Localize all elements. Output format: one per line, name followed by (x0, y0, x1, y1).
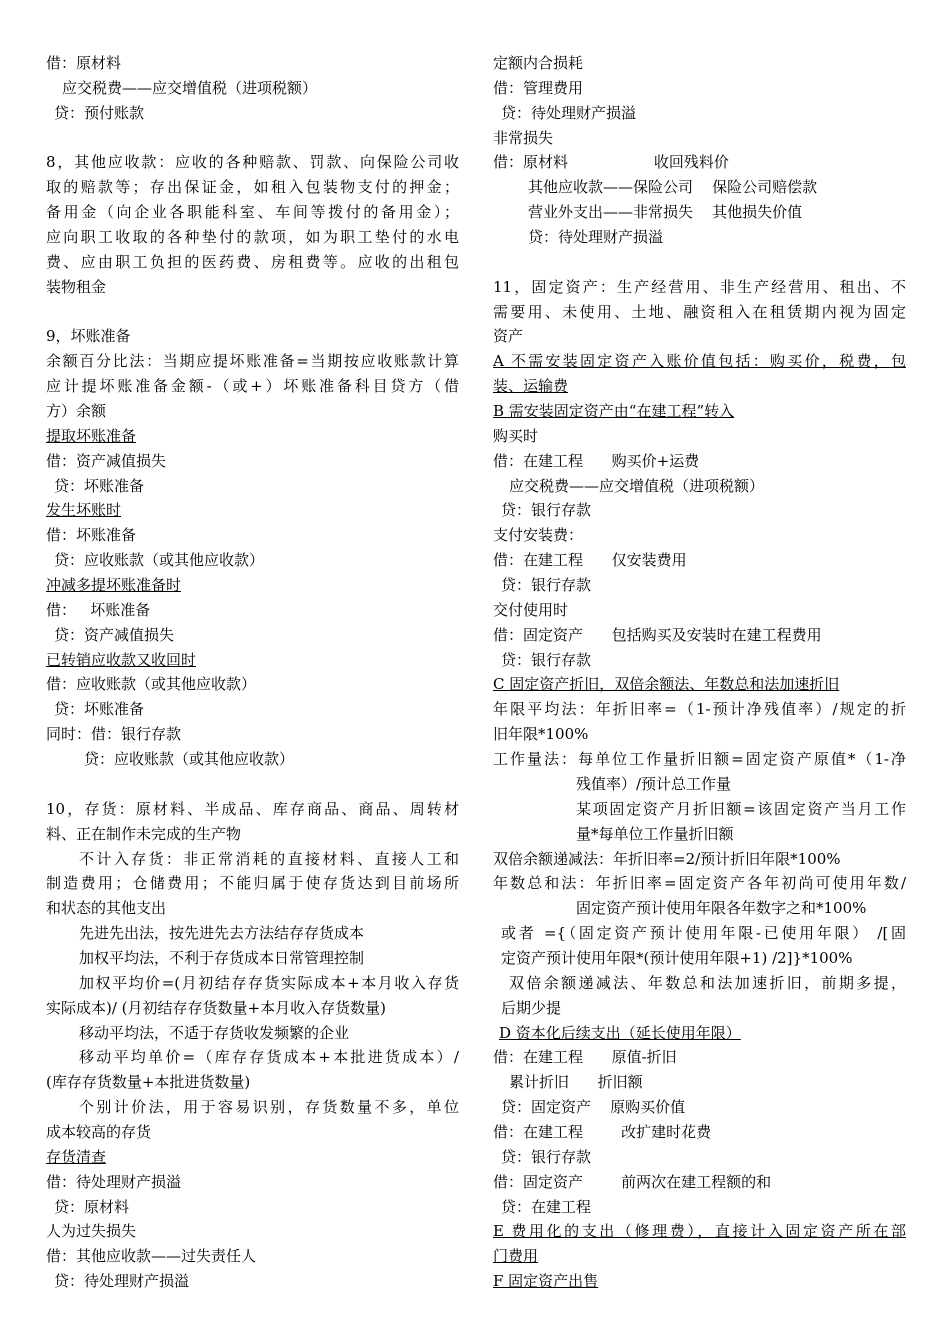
right-text-line (493, 797, 906, 822)
left-text-line (46, 200, 459, 225)
right-line-text: E 费用化的支出（修理费），直接计入固定资产所在部 (493, 1222, 906, 1241)
right-line-text: B 需安装固定资产由“在建工程”转入 (493, 402, 735, 421)
right-text-line (493, 822, 906, 847)
left-line-text: 加权平均法，不利于存货成本日常管理控制 (79, 948, 365, 967)
left-text-line (46, 996, 459, 1021)
right-text-line (493, 498, 906, 523)
right-line-text: 其他应收款——保险公司 保险公司赔偿款 (528, 178, 818, 197)
left-line-text: 贷：原材料 (54, 1197, 130, 1216)
left-text-line (46, 747, 459, 772)
right-line-text: 旧年限*100% (493, 725, 589, 744)
right-text-line (493, 1095, 906, 1120)
right-line-text: 双倍余额递减法、年数总和法加速折旧，前期多提， (509, 973, 906, 992)
right-text-line (493, 523, 906, 548)
right-text-line (493, 1170, 906, 1195)
left-text-line (46, 1219, 459, 1244)
right-line-text: 贷：银行存款 (501, 650, 592, 669)
left-line-text: 实际成本)/ (月初结存存货数量+本月收入存货数量) (46, 998, 386, 1017)
left-text-line (46, 1021, 459, 1046)
left-text-line (46, 722, 459, 747)
left-text-line (46, 896, 459, 921)
left-line-text: 加权平均价=(月初结存存货实际成本+本月收入存货 (79, 973, 459, 992)
left-line-text: 10，存货：原材料、半成品、库存商品、商品、周转材 (46, 799, 459, 818)
right-text-line (493, 101, 906, 126)
left-text-line (46, 1269, 459, 1294)
right-text-line (493, 1145, 906, 1170)
left-text-line (46, 275, 459, 300)
left-line-text: 不计入存货：非正常消耗的直接材料、直接人工和 (79, 849, 459, 868)
right-line-text: 年限平均法：年折旧率=（1-预计净残值率）/规定的折 (493, 700, 906, 719)
right-line-text: 11，固定资产：生产经营用、非生产经营用、租出、不 (493, 277, 906, 296)
right-text-line (493, 1045, 906, 1070)
left-line-text: 应交税费——应交增值税（进项税额） (62, 78, 318, 97)
left-line-text: 存货清查 (46, 1147, 107, 1166)
left-text-line (46, 648, 459, 673)
left-text-line (46, 623, 459, 648)
right-text-line (493, 896, 906, 921)
right-line-text: 贷：银行存款 (501, 576, 592, 595)
left-text-line (46, 349, 459, 374)
right-line-text: 贷：银行存款 (501, 1147, 592, 1166)
right-line-text: 应交税费——应交增值税（进项税额） (509, 476, 765, 495)
right-text-line (493, 474, 906, 499)
right-line-text: 贷：在建工程 (501, 1197, 592, 1216)
left-text-line (46, 1195, 459, 1220)
left-line-text: 借：其他应收款——过失责任人 (46, 1247, 257, 1266)
right-line-text: 需要用、未使用、土地、融资租入在租赁期内视为固定 (493, 302, 906, 321)
left-line-text: 费、应由职工负担的医药费、房租费等。应收的出租包 (46, 252, 459, 271)
right-text-line (493, 971, 906, 996)
left-text-line (46, 1170, 459, 1195)
right-text-line (493, 946, 906, 971)
right-text-line (493, 722, 906, 747)
right-text-line (493, 324, 906, 349)
left-line-text: 贷：应收账款（或其他应收款） (54, 551, 265, 570)
left-line-text: 发生坏账时 (46, 501, 122, 520)
right-text-line (493, 996, 906, 1021)
left-text-line (46, 772, 459, 797)
left-line-text: 制造费用；仓储费用；不能归属于使存货达到目前场所 (46, 874, 459, 893)
left-line-text: 冲减多提坏账准备时 (46, 576, 182, 595)
left-text-line (46, 971, 459, 996)
left-line-text: 备用金（向企业各职能科室、车间等拨付的备用金）； (46, 203, 459, 222)
left-line-text: 借：应收账款（或其他应收款） (46, 675, 257, 694)
left-text-line (46, 449, 459, 474)
right-line-text: D 资本化后续支出（延长使用年限） (499, 1023, 741, 1042)
left-line-text: 应计提坏账准备金额-（或+）坏账准备科目贷方（借 (46, 377, 459, 396)
left-text-line (46, 1145, 459, 1170)
right-text-line (493, 1021, 906, 1046)
left-line-text: (库存存货数量+本批进货数量) (46, 1073, 251, 1092)
left-text-line (46, 921, 459, 946)
right-text-line (493, 1269, 906, 1294)
right-text-line (493, 150, 906, 175)
left-line-text: 贷：预付账款 (54, 103, 145, 122)
right-text-line (493, 648, 906, 673)
right-text-line (493, 623, 906, 648)
left-text-line (46, 598, 459, 623)
left-text-line (46, 797, 459, 822)
right-text-line (493, 300, 906, 325)
left-line-text: 已转销应收款又收回时 (46, 650, 197, 669)
left-text-line (46, 1244, 459, 1269)
right-line-text: 借：固定资产 前两次在建工程额的和 (493, 1172, 772, 1191)
right-text-line (493, 374, 906, 399)
left-line-text: 移动平均单价=（库存存货成本+本批进货成本）/ (79, 1048, 459, 1067)
left-text-line (46, 225, 459, 250)
left-text-line (46, 175, 459, 200)
left-text-line (46, 250, 459, 275)
left-line-text: 应向职工收取的各种垫付的款项，如为职工垫付的水电 (46, 228, 459, 247)
left-text-line (46, 1045, 459, 1070)
left-line-text: 借： 坏账准备 (46, 600, 151, 619)
right-line-text: 支付安装费： (493, 526, 584, 545)
right-line-text: 定额内合损耗 (493, 54, 584, 72)
left-text-line (46, 324, 459, 349)
right-text-line (493, 1244, 906, 1269)
left-text-line (46, 697, 459, 722)
right-text-line (493, 225, 906, 250)
right-line-text: 后期少提 (501, 998, 562, 1017)
right-line-text: 量*每单位工作量折旧额 (576, 824, 734, 843)
left-line-text: 成本较高的存货 (46, 1122, 152, 1141)
left-text-line (46, 498, 459, 523)
left-text-line (46, 847, 459, 872)
right-line-text: 借：固定资产 包括购买及安装时在建工程费用 (493, 625, 822, 644)
left-line-text: 9，坏账准备 (46, 327, 131, 346)
left-text-line (46, 101, 459, 126)
right-line-text: 购买时 (493, 426, 539, 445)
left-line-text: 料、正在制作未完成的生产物 (46, 824, 242, 843)
right-line-text: F 固定资产出售 (493, 1272, 599, 1291)
left-text-line (46, 424, 459, 449)
right-text-line (493, 449, 906, 474)
right-line-text: 累计折旧 折旧额 (509, 1073, 643, 1092)
left-line-text: 余额百分比法：当期应提坏账准备=当期按应收账款计算 (46, 352, 459, 371)
right-line-text: 贷：待处理财产损溢 (528, 228, 664, 247)
left-text-line (46, 474, 459, 499)
left-line-text: 借：坏账准备 (46, 526, 137, 545)
left-text-line (46, 150, 459, 175)
right-line-text: 借：在建工程 改扩建时花费 (493, 1122, 712, 1141)
right-text-line (493, 175, 906, 200)
right-line-text: 工作量法：每单位工作量折旧额=固定资产原值*（1-净 (493, 750, 906, 769)
right-text-line (493, 1219, 906, 1244)
right-line-text: 借：在建工程 仅安装费用 (493, 551, 687, 570)
right-text-line (493, 399, 906, 424)
left-line-text: 贷：坏账准备 (54, 476, 145, 495)
left-text-line (46, 51, 459, 76)
left-line-text: 贷：待处理财产损溢 (54, 1272, 190, 1291)
right-text-line (493, 1195, 906, 1220)
right-line-text: 装、运输费 (493, 377, 569, 396)
right-line-text: 非常损失 (493, 128, 554, 147)
left-line-text: 先进先出法，按先进先去方法结存存货成本 (79, 924, 365, 943)
right-text-line (493, 1070, 906, 1095)
right-line-text: 借：原材料 收回残料价 (493, 153, 729, 172)
left-line-text: 借：原材料 (46, 54, 122, 72)
right-line-text: 营业外支出——非常损失 其他损失价值 (528, 203, 803, 222)
left-line-text: 贷：应收账款（或其他应收款） (84, 750, 295, 769)
right-line-text: 固定资产预计使用年限各年数字之和*100% (576, 899, 867, 918)
right-line-text: 资产 (493, 327, 524, 346)
right-text-line (493, 275, 906, 300)
left-line-text: 移动平均法，不适于存货收发频繁的企业 (79, 1023, 350, 1042)
left-text-line (46, 523, 459, 548)
left-line-text: 借：资产减值损失 (46, 451, 167, 470)
left-text-line (46, 1070, 459, 1095)
left-line-text: 取的赔款等；存出保证金，如租入包装物支付的押金； (46, 178, 459, 197)
right-line-text: 双倍余额递减法：年折旧率=2/预计折旧年限*100% (493, 849, 841, 868)
left-text-line (46, 1120, 459, 1145)
right-text-line (493, 697, 906, 722)
left-text-line (46, 672, 459, 697)
right-line-text: 借：管理费用 (493, 78, 584, 97)
right-line-text: 贷：待处理财产损溢 (501, 103, 637, 122)
left-text-line (46, 548, 459, 573)
right-text-line (493, 921, 906, 946)
right-text-line (493, 548, 906, 573)
left-line-text: 提取坏账准备 (46, 426, 137, 445)
left-text-line (46, 573, 459, 598)
right-line-text: C 固定资产折旧，双倍余额法、年数总和法加速折旧 (493, 675, 840, 694)
right-line-text: 某项固定资产月折旧额=该固定资产当月工作 (576, 799, 906, 818)
right-text-line (493, 1120, 906, 1145)
left-line-text: 方）余额 (46, 402, 107, 421)
right-column (493, 51, 906, 1294)
left-column (46, 51, 459, 1294)
right-text-line (493, 871, 906, 896)
left-text-line (46, 946, 459, 971)
left-line-text: 借：待处理财产损溢 (46, 1172, 182, 1191)
right-text-line (493, 51, 906, 76)
left-text-line (46, 822, 459, 847)
left-text-line (46, 374, 459, 399)
right-text-line (493, 424, 906, 449)
left-line-text: 和状态的其他支出 (46, 899, 167, 918)
right-line-text: 残值率）/预计总工作量 (576, 774, 732, 793)
right-line-text: 或者 ={（固定资产预计使用年限-已使用年限） /[固 (501, 924, 906, 943)
right-text-line (493, 672, 906, 697)
left-text-line (46, 126, 459, 151)
left-line-text: 贷：坏账准备 (54, 700, 145, 719)
right-text-line (493, 747, 906, 772)
right-text-line (493, 126, 906, 151)
right-line-text: 借：在建工程 购买价+运费 (493, 451, 700, 470)
right-text-line (493, 250, 906, 275)
left-line-text: 同时：借：银行存款 (46, 725, 182, 744)
right-line-text: A 不需安装固定资产入账价值包括：购买价，税费，包 (493, 352, 906, 371)
right-line-text: 交付使用时 (493, 600, 569, 619)
right-line-text: 门费用 (493, 1247, 539, 1266)
left-text-line (46, 76, 459, 101)
left-line-text: 贷：资产减值损失 (54, 625, 175, 644)
left-text-line (46, 1095, 459, 1120)
right-text-line (493, 573, 906, 598)
right-text-line (493, 200, 906, 225)
right-line-text: 贷：银行存款 (501, 501, 592, 520)
right-text-line (493, 76, 906, 101)
left-text-line (46, 300, 459, 325)
right-text-line (493, 349, 906, 374)
right-text-line (493, 772, 906, 797)
right-line-text: 年数总和法：年折旧率=固定资产各年初尚可使用年数/ (493, 874, 906, 893)
left-line-text: 8，其他应收款：应收的各种赔款、罚款、向保险公司收 (46, 153, 459, 172)
left-line-text: 装物租金 (46, 277, 107, 296)
left-line-text: 人为过失损失 (46, 1222, 137, 1241)
left-text-line (46, 871, 459, 896)
right-text-line (493, 847, 906, 872)
left-text-line (46, 399, 459, 424)
right-line-text: 借：在建工程 原值-折旧 (493, 1048, 677, 1067)
left-line-text: 个别计价法，用于容易识别，存货数量不多，单位 (79, 1098, 459, 1117)
right-line-text: 贷：固定资产 原购买价值 (501, 1098, 686, 1117)
right-text-line (493, 598, 906, 623)
right-line-text: 定资产预计使用年限*(预计使用年限+1) /2]}*100% (501, 948, 853, 967)
